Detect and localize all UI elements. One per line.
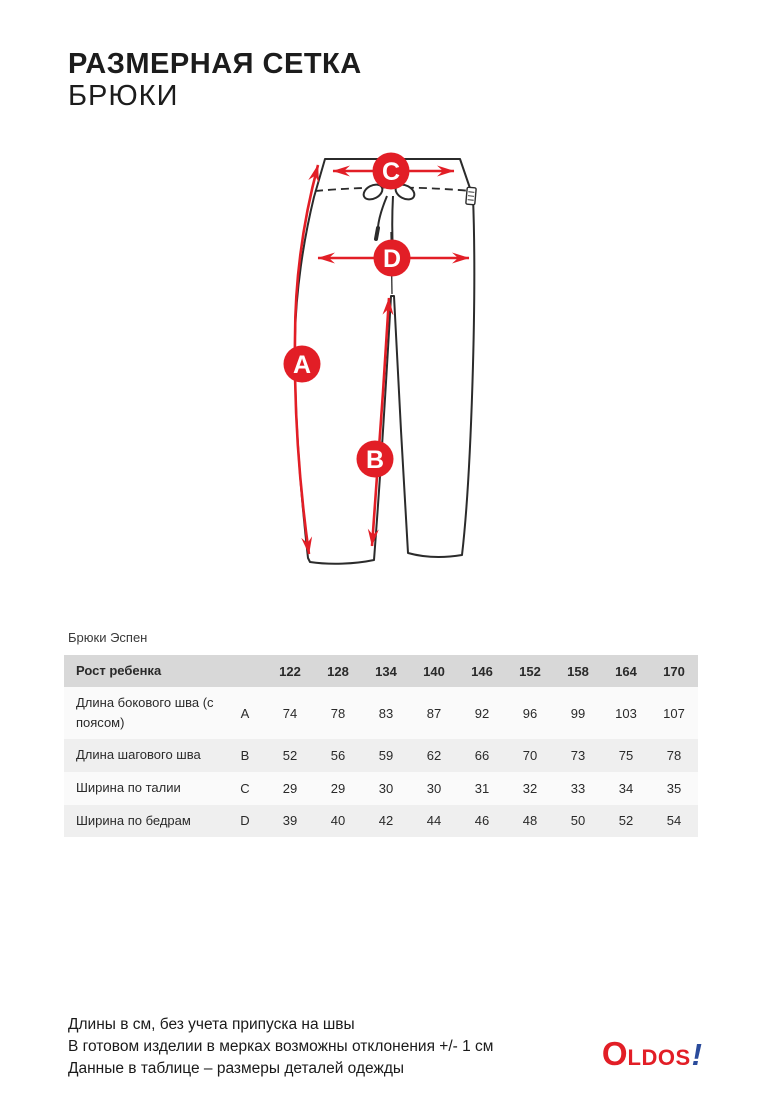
- table-header-row: [64, 655, 698, 687]
- row-label: Ширина по бедрам: [76, 812, 191, 828]
- header-size: 158: [567, 663, 589, 679]
- cell: 44: [426, 813, 442, 829]
- cell: 75: [618, 747, 634, 763]
- table-row: [64, 687, 698, 739]
- measure-badge-d: [374, 240, 411, 277]
- row-letter: D: [240, 813, 250, 829]
- oldos-logo: [602, 1034, 702, 1081]
- size-table: [64, 655, 698, 837]
- cell: 73: [570, 747, 586, 763]
- header-size: 146: [471, 663, 493, 679]
- footer-notes: [68, 1014, 493, 1080]
- cell: 78: [666, 747, 682, 763]
- badge-letter-d: D: [382, 245, 402, 273]
- cell: 56: [330, 747, 346, 763]
- cell: 50: [570, 813, 586, 829]
- table-row: [64, 739, 698, 771]
- cell: 42: [378, 813, 394, 829]
- header-size: 128: [327, 663, 349, 679]
- note-line: Данные в таблице – размеры деталей одежды: [68, 1060, 404, 1077]
- header-size: 152: [519, 663, 541, 679]
- table-row: [64, 772, 698, 805]
- cell: 70: [522, 747, 538, 763]
- cell: 30: [426, 780, 442, 796]
- cell: 83: [378, 705, 394, 721]
- header-letter-col: [224, 655, 266, 687]
- size-table-section: [64, 630, 698, 837]
- cell: 33: [570, 780, 586, 796]
- note-line: Длины в см, без учета припуска на швы: [68, 1016, 355, 1033]
- row-letter: A: [240, 705, 250, 721]
- badge-letter-b: B: [365, 446, 385, 474]
- cell: 40: [330, 813, 346, 829]
- cell: 87: [426, 705, 442, 721]
- note-line: В готовом изделии в мерках возможны отклонения +/- 1 см: [68, 1038, 494, 1055]
- cell: 30: [378, 780, 394, 796]
- cell: 31: [474, 780, 490, 796]
- cell: 29: [282, 780, 298, 796]
- row-label: Ширина по талии: [76, 779, 181, 795]
- logo-text: LDOS: [627, 1045, 691, 1070]
- page-subtitle: БРЮКИ: [68, 80, 179, 112]
- row-label: Длина шагового шва: [76, 747, 201, 763]
- cell: 32: [522, 780, 538, 796]
- cell: 52: [618, 813, 634, 829]
- header-size: 122: [279, 663, 301, 679]
- cell: 103: [615, 705, 637, 721]
- measure-badge-b: [357, 441, 394, 478]
- cell: 74: [282, 705, 298, 721]
- measure-badge-c: [373, 153, 410, 190]
- cell: 107: [663, 705, 685, 721]
- header-label: Рост ребенка: [76, 663, 162, 678]
- side-label-tag: [466, 187, 476, 205]
- cell: 96: [522, 705, 538, 721]
- cell: 52: [282, 747, 298, 763]
- logo-initial: O: [601, 1035, 628, 1072]
- row-letter: B: [240, 747, 250, 763]
- cell: 62: [426, 747, 442, 763]
- badge-letter-c: C: [381, 158, 401, 186]
- logo-exclamation: !: [691, 1037, 702, 1072]
- cell: 34: [618, 780, 634, 796]
- cell: 35: [666, 780, 682, 796]
- header-size: 170: [663, 663, 685, 679]
- measure-badge-a: [284, 346, 321, 383]
- cell: 99: [570, 705, 586, 721]
- cell: 54: [666, 813, 682, 829]
- cell: 78: [330, 705, 346, 721]
- table-caption: Брюки Эспен: [68, 630, 148, 645]
- cell: 46: [474, 813, 490, 829]
- page-title: РАЗМЕРНАЯ СЕТКА: [68, 48, 362, 80]
- cell: 66: [474, 747, 490, 763]
- header-size: 164: [615, 663, 637, 679]
- cell: 39: [282, 813, 298, 829]
- row-label: Длина бокового шва (с поясом): [76, 695, 214, 731]
- cell: 29: [330, 780, 346, 796]
- cell: 59: [378, 747, 394, 763]
- cell: 48: [522, 813, 538, 829]
- table-row: [64, 805, 698, 837]
- header-size: 134: [375, 663, 397, 679]
- row-letter: C: [240, 780, 250, 796]
- drawstring-aglet-left: [376, 228, 378, 239]
- cell: 92: [474, 705, 490, 721]
- header-size: 140: [423, 663, 445, 679]
- badge-letter-a: A: [292, 351, 312, 379]
